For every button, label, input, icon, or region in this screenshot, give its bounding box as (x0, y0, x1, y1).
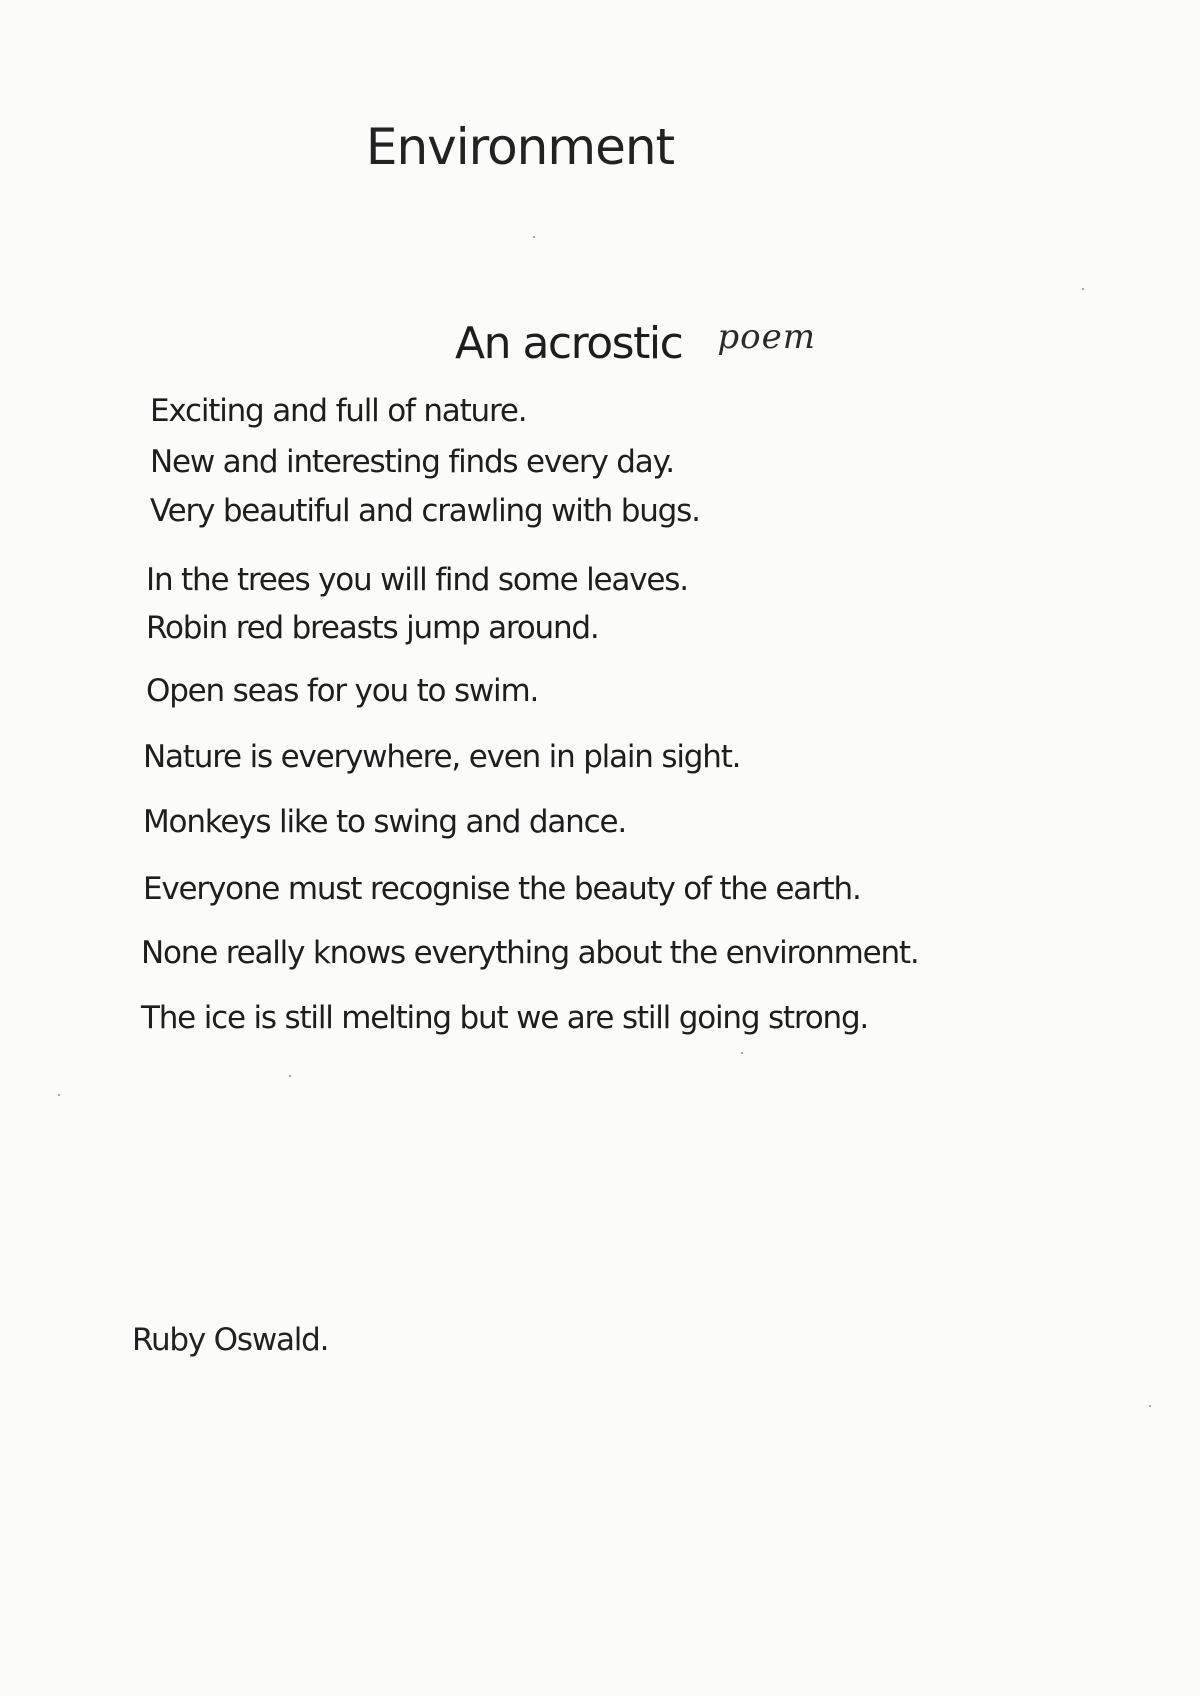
poem-line-8: Monkeys like to swing and dance. (143, 804, 626, 840)
poem-line-3: Very beautiful and crawling with bugs. (150, 493, 700, 529)
poem-line-7: Nature is everywhere, even in plain sight. (143, 739, 741, 775)
poem-line-2: New and interesting finds every day. (150, 444, 674, 480)
poem-line-11: The ice is still melting but we are still going strong. (141, 1000, 869, 1036)
poem-line-6: Open seas for you to swim. (146, 673, 539, 709)
scan-speck (289, 1075, 291, 1077)
poem-line-1: Exciting and full of nature. (150, 393, 527, 429)
scan-speck (58, 1094, 60, 1096)
scan-speck (741, 1052, 743, 1054)
poem-line-4: In the trees you will find some leaves. (146, 562, 688, 598)
poem-title: Environment (365, 118, 675, 176)
poem-line-9: Everyone must recognise the beauty of the earth. (143, 871, 861, 907)
poem-line-5: Robin red breasts jump around. (146, 610, 599, 646)
handwritten-subtitle-word: poem (717, 317, 816, 357)
poem-subtitle: An acrostic (455, 318, 683, 369)
scan-speck (1082, 288, 1084, 290)
scan-speck (533, 236, 535, 238)
poem-line-10: None really knows everything about the environment. (141, 935, 919, 971)
subtitle-row (455, 318, 816, 369)
scan-speck (1149, 1405, 1151, 1407)
author-signature: Ruby Oswald. (132, 1322, 329, 1358)
